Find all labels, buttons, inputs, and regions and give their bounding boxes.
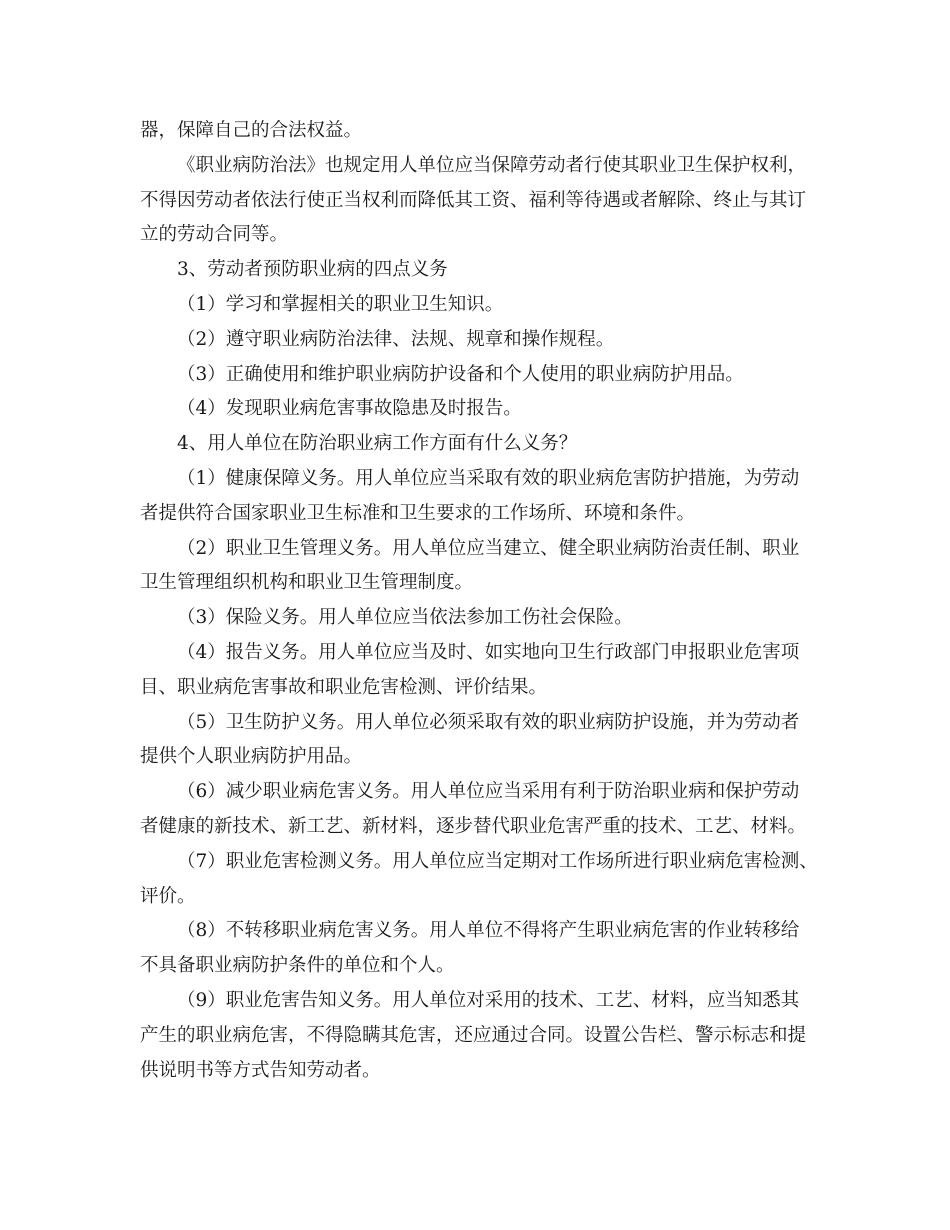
list-item: （3）保险义务。用人单位应当依法参加工伤社会保险。 bbox=[177, 607, 633, 629]
paragraph-line: 不得因劳动者依法行使正当权利而降低其工资、福利等待遇或者解除、终止与其订 bbox=[140, 189, 807, 211]
list-item: （7）职业危害检测义务。用人单位应当定期对工作场所进行职业病危害检测、 bbox=[177, 850, 818, 872]
list-item: （2）遵守职业病防治法律、法规、规章和操作规程。 bbox=[177, 328, 615, 350]
list-item: （3）正确使用和维护职业病防护设备和个人使用的职业病防护用品。 bbox=[177, 363, 744, 385]
list-item: （5）卫生防护义务。用人单位必须采取有效的职业病防护设施，并为劳动者 bbox=[177, 711, 800, 733]
list-item: （4）报告义务。用人单位应当及时、如实地向卫生行政部门申报职业危害项 bbox=[177, 641, 800, 663]
paragraph-line: 供说明书等方式告知劳动者。 bbox=[140, 1059, 381, 1081]
paragraph-line: 器，保障自己的合法权益。 bbox=[140, 120, 363, 141]
paragraph-line: 者健康的新技术、新工艺、新材料，逐步替代职业危害严重的技术、工艺、材料。 bbox=[140, 815, 807, 837]
section-heading: 4、用人单位在防治职业病工作方面有什么义务？ bbox=[177, 433, 578, 455]
list-item: （1）健康保障义务。用人单位应当采取有效的职业病危害防护措施，为劳动 bbox=[177, 467, 800, 489]
paragraph-line: 《职业病防治法》也规定用人单位应当保障劳动者行使其职业卫生保护权利， bbox=[177, 154, 807, 176]
list-item: （1）学习和掌握相关的职业卫生知识。 bbox=[177, 293, 504, 315]
paragraph-line: 不具备职业病防护条件的单位和个人。 bbox=[140, 955, 455, 977]
list-item: （4）发现职业病危害事故隐患及时报告。 bbox=[177, 398, 522, 420]
paragraph-line: 者提供符合国家职业卫生标准和卫生要求的工作场所、环境和条件。 bbox=[140, 502, 696, 524]
paragraph-line: 提供个人职业病防护用品。 bbox=[140, 746, 363, 768]
list-item: （6）减少职业病危害义务。用人单位应当采用有利于防治职业病和保护劳动 bbox=[177, 781, 800, 803]
document-body bbox=[140, 114, 816, 1088]
paragraph-line: 评价。 bbox=[140, 885, 196, 907]
list-item: （9）职业危害告知义务。用人单位对采用的技术、工艺、材料，应当知悉其 bbox=[177, 989, 800, 1011]
paragraph-line: 立的劳动合同等。 bbox=[140, 224, 289, 246]
paragraph-line: 产生的职业病危害，不得隐瞒其危害，还应通过合同。设置公告栏、警示标志和提 bbox=[140, 1024, 807, 1046]
list-item: （2）职业卫生管理义务。用人单位应当建立、健全职业病防治责任制、职业 bbox=[177, 537, 800, 559]
paragraph-line: 卫生管理组织机构和职业卫生管理制度。 bbox=[140, 572, 474, 594]
list-item: （8）不转移职业病危害义务。用人单位不得将产生职业病危害的作业转移给 bbox=[177, 920, 800, 942]
paragraph-line: 目、职业病危害事故和职业危害检测、评价结果。 bbox=[140, 676, 548, 698]
section-heading: 3、劳动者预防职业病的四点义务 bbox=[177, 259, 448, 281]
